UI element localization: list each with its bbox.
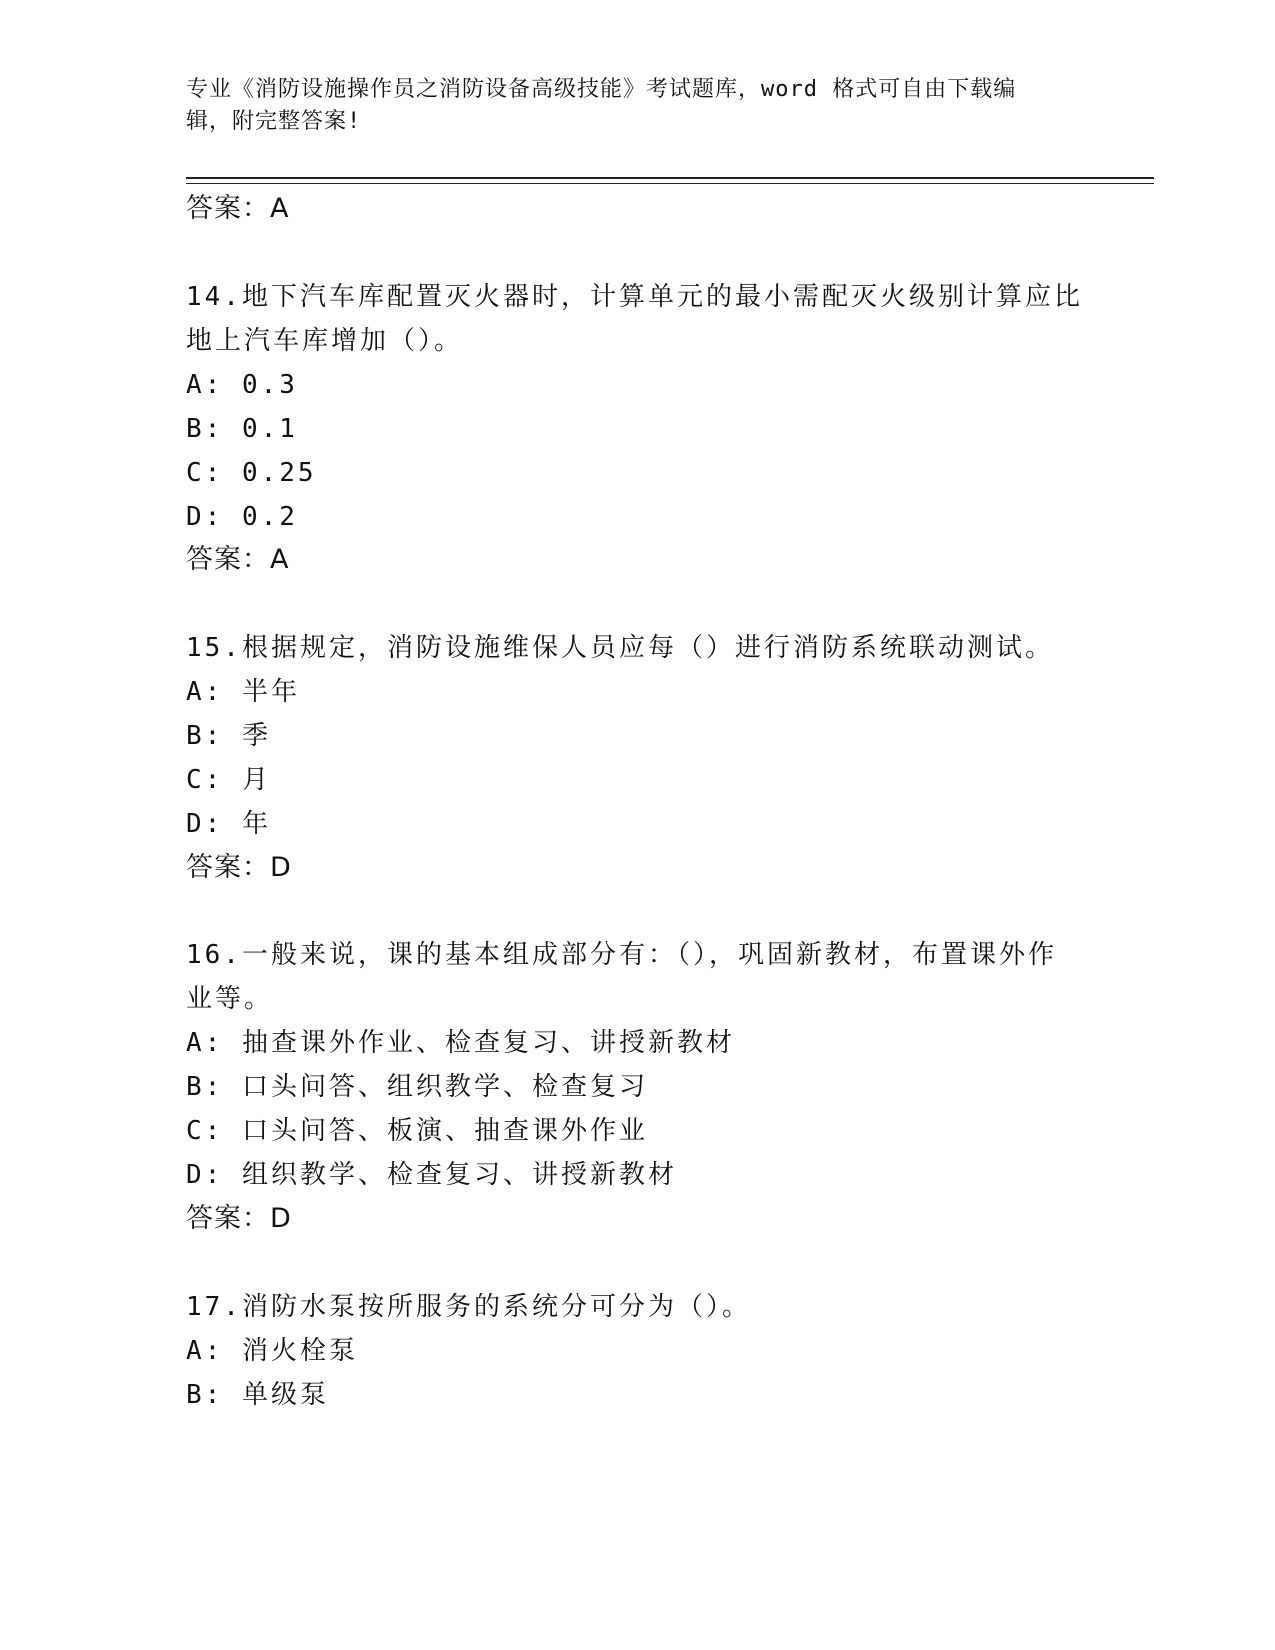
question-15-option-a: A: 半年 bbox=[186, 677, 300, 707]
question-14-option-c: C: 0.25 bbox=[186, 458, 317, 488]
question-14-answer: 答案：A bbox=[186, 544, 290, 575]
question-16-option-c: C: 口头问答、板演、抽查课外作业 bbox=[186, 1116, 648, 1146]
header-line-1: 专业《消防设施操作员之消防设备高级技能》考试题库，word 格式可自由下载编 bbox=[186, 77, 1017, 102]
previous-answer: 答案：A bbox=[186, 193, 290, 224]
header-divider-thin bbox=[186, 183, 1154, 184]
question-17-option-a: A: 消火栓泵 bbox=[186, 1336, 358, 1366]
header-line-2: 辑，附完整答案! bbox=[186, 109, 362, 134]
question-14-text-line-1: 14.地下汽车库配置灭火器时，计算单元的最小需配灭火级别计算应比 bbox=[186, 282, 1083, 312]
document-header bbox=[186, 74, 1066, 138]
question-15-text-line-1: 15.根据规定，消防设施维保人员应每（）进行消防系统联动测试。 bbox=[186, 633, 1054, 663]
question-14-option-b: B: 0.1 bbox=[186, 414, 298, 444]
question-16-answer: 答案：D bbox=[186, 1203, 292, 1234]
question-15-option-b: B: 季 bbox=[186, 721, 271, 751]
question-17-option-b: B: 单级泵 bbox=[186, 1380, 329, 1410]
question-14-text-line-2: 地上汽车库增加（）。 bbox=[186, 326, 464, 356]
question-15-option-c: C: 月 bbox=[186, 765, 271, 795]
header-divider-thick bbox=[186, 177, 1154, 179]
question-16-text-line-1: 16.一般来说，课的基本组成部分有：（），巩固新教材，布置课外作 bbox=[186, 940, 1057, 970]
question-14-option-a: A: 0.3 bbox=[186, 370, 298, 400]
question-17-text-line-1: 17.消防水泵按所服务的系统分可分为（）。 bbox=[186, 1292, 751, 1322]
question-15-answer: 答案：D bbox=[186, 852, 292, 883]
question-16-text-line-2: 业等。 bbox=[186, 984, 274, 1014]
question-14-option-d: D: 0.2 bbox=[186, 502, 298, 532]
question-16-option-a: A: 抽查课外作业、检查复习、讲授新教材 bbox=[186, 1028, 735, 1058]
question-15-option-d: D: 年 bbox=[186, 809, 271, 839]
question-16-option-b: B: 口头问答、组织教学、检查复习 bbox=[186, 1072, 648, 1102]
question-16-option-d: D: 组织教学、检查复习、讲授新教材 bbox=[186, 1160, 677, 1190]
